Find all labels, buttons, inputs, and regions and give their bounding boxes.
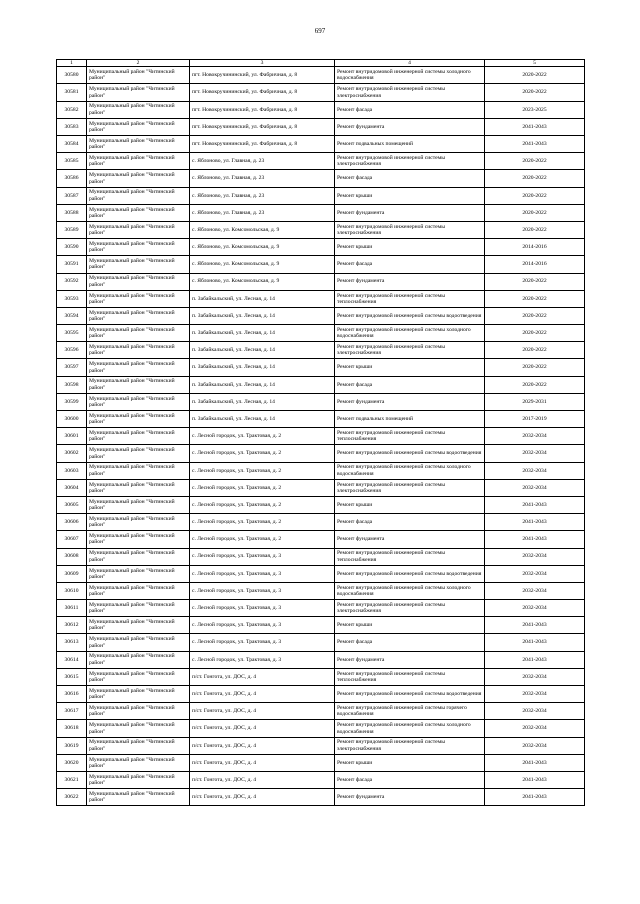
row-number-cell: 30600: [57, 411, 87, 428]
district-cell: Муниципальный район "Читинский район": [87, 479, 190, 496]
row-number-cell: 30589: [57, 221, 87, 238]
work-type-cell: Ремонт фундамента: [335, 273, 485, 290]
district-cell: Муниципальный район "Читинский район": [87, 686, 190, 703]
work-type-cell: Ремонт внутридомовой инженерной системы теплоснабжения: [335, 668, 485, 685]
address-cell: с. Яблоново, ул. Комсомольская, д. 9: [190, 273, 335, 290]
district-cell: Муниципальный район "Читинский район": [87, 651, 190, 668]
district-cell: Муниципальный район "Читинский район": [87, 754, 190, 771]
work-type-cell: Ремонт фасада: [335, 514, 485, 531]
address-cell: п. Забайкальский, ул. Лесная, д. 14: [190, 342, 335, 359]
district-cell: Муниципальный район "Читинский район": [87, 153, 190, 170]
address-cell: с. Яблоново, ул. Главная, д. 23: [190, 170, 335, 187]
district-cell: Муниципальный район "Читинский район": [87, 548, 190, 565]
row-number-cell: 30620: [57, 754, 87, 771]
address-cell: п/ст. Гонгота, ул. ДОС, д. 4: [190, 771, 335, 788]
address-cell: с. Лесной городок, ул. Трактовая, д. 2: [190, 428, 335, 445]
address-cell: пгт. Новокручининский, ул. Фабричная, д. 8: [190, 84, 335, 101]
table-row: [57, 325, 585, 342]
district-cell: Муниципальный район "Читинский район": [87, 221, 190, 238]
address-cell: п. Забайкальский, ул. Лесная, д. 14: [190, 393, 335, 410]
row-number-cell: 30601: [57, 428, 87, 445]
address-cell: с. Лесной городок, ул. Трактовая, д. 3: [190, 634, 335, 651]
table-row: [57, 651, 585, 668]
row-number-cell: 30596: [57, 342, 87, 359]
table-row: [57, 445, 585, 462]
table-row: [57, 462, 585, 479]
table-row: [57, 703, 585, 720]
period-cell: 2032-2034: [485, 479, 585, 496]
district-cell: Муниципальный район "Читинский район": [87, 239, 190, 256]
row-number-cell: 30581: [57, 84, 87, 101]
address-cell: с. Лесной городок, ул. Трактовая, д. 2: [190, 514, 335, 531]
row-number-cell: 30587: [57, 187, 87, 204]
table-row: [57, 221, 585, 238]
district-cell: Муниципальный район "Читинский район": [87, 273, 190, 290]
district-cell: Муниципальный район "Читинский район": [87, 496, 190, 513]
table-row: [57, 101, 585, 118]
district-cell: Муниципальный район "Читинский район": [87, 307, 190, 324]
period-cell: 2014-2016: [485, 256, 585, 273]
table-row: [57, 789, 585, 806]
district-cell: Муниципальный район "Читинский район": [87, 617, 190, 634]
work-type-cell: Ремонт внутридомовой инженерной системы электроснабжения: [335, 221, 485, 238]
period-cell: 2032-2034: [485, 548, 585, 565]
address-cell: с. Яблоново, ул. Главная, д. 23: [190, 153, 335, 170]
row-number-cell: 30580: [57, 67, 87, 84]
row-number-cell: 30622: [57, 789, 87, 806]
table-row: [57, 617, 585, 634]
work-type-cell: Ремонт внутридомовой инженерной системы теплоснабжения: [335, 428, 485, 445]
table-row: [57, 170, 585, 187]
work-type-cell: Ремонт подвальных помещений: [335, 411, 485, 428]
work-type-cell: Ремонт подвальных помещений: [335, 136, 485, 153]
work-type-cell: Ремонт внутридомовой инженерной системы теплоснабжения: [335, 290, 485, 307]
period-cell: 2023-2025: [485, 101, 585, 118]
address-cell: с. Лесной городок, ул. Трактовая, д. 2: [190, 496, 335, 513]
address-cell: п/ст. Гонгота, ул. ДОС, д. 4: [190, 789, 335, 806]
period-cell: 2017-2019: [485, 411, 585, 428]
work-type-cell: Ремонт фундамента: [335, 651, 485, 668]
work-type-cell: Ремонт внутридомовой инженерной системы электроснабжения: [335, 153, 485, 170]
district-cell: Муниципальный район "Читинский район": [87, 84, 190, 101]
work-type-cell: Ремонт внутридомовой инженерной системы электроснабжения: [335, 479, 485, 496]
work-type-cell: Ремонт внутридомовой инженерной системы холодного водоснабжения: [335, 720, 485, 737]
work-type-cell: Ремонт внутридомовой инженерной системы водоотведения: [335, 686, 485, 703]
district-cell: Муниципальный район "Читинский район": [87, 136, 190, 153]
period-cell: 2032-2034: [485, 428, 585, 445]
district-cell: Муниципальный район "Читинский район": [87, 118, 190, 135]
district-cell: Муниципальный район "Читинский район": [87, 668, 190, 685]
work-type-cell: Ремонт фасада: [335, 376, 485, 393]
table-row: [57, 479, 585, 496]
row-number-cell: 30604: [57, 479, 87, 496]
district-cell: Муниципальный район "Читинский район": [87, 359, 190, 376]
period-cell: 2032-2034: [485, 703, 585, 720]
address-cell: п/ст. Гонгота, ул. ДОС, д. 4: [190, 686, 335, 703]
table-row: [57, 136, 585, 153]
work-type-cell: Ремонт крыши: [335, 239, 485, 256]
row-number-cell: 30584: [57, 136, 87, 153]
work-type-cell: Ремонт внутридомовой инженерной системы теплоснабжения: [335, 548, 485, 565]
work-type-cell: Ремонт фундамента: [335, 393, 485, 410]
work-type-cell: Ремонт фундамента: [335, 789, 485, 806]
address-cell: п. Забайкальский, ул. Лесная, д. 14: [190, 290, 335, 307]
work-type-cell: Ремонт крыши: [335, 359, 485, 376]
table-row: [57, 600, 585, 617]
table-row: [57, 290, 585, 307]
district-cell: Муниципальный район "Читинский район": [87, 256, 190, 273]
row-number-cell: 30591: [57, 256, 87, 273]
row-number-cell: 30612: [57, 617, 87, 634]
work-type-cell: Ремонт фасада: [335, 256, 485, 273]
repair-schedule-table: [56, 59, 585, 806]
column-number-4: 4: [335, 60, 485, 67]
address-cell: п. Забайкальский, ул. Лесная, д. 14: [190, 376, 335, 393]
address-cell: с. Яблоново, ул. Главная, д. 23: [190, 187, 335, 204]
address-cell: п/ст. Гонгота, ул. ДОС, д. 4: [190, 668, 335, 685]
period-cell: 2041-2043: [485, 496, 585, 513]
address-cell: с. Яблоново, ул. Комсомольская, д. 9: [190, 221, 335, 238]
work-type-cell: Ремонт фасада: [335, 634, 485, 651]
district-cell: Муниципальный район "Читинский район": [87, 325, 190, 342]
district-cell: Муниципальный район "Читинский район": [87, 531, 190, 548]
period-cell: 2020-2022: [485, 187, 585, 204]
table-row: [57, 737, 585, 754]
period-cell: 2020-2022: [485, 273, 585, 290]
period-cell: 2020-2022: [485, 221, 585, 238]
work-type-cell: Ремонт фундамента: [335, 531, 485, 548]
period-cell: 2032-2034: [485, 565, 585, 582]
address-cell: с. Лесной городок, ул. Трактовая, д. 3: [190, 617, 335, 634]
period-cell: 2020-2022: [485, 290, 585, 307]
table-row: [57, 771, 585, 788]
address-cell: п. Забайкальский, ул. Лесная, д. 14: [190, 359, 335, 376]
address-cell: с. Яблоново, ул. Комсомольская, д. 9: [190, 239, 335, 256]
row-number-cell: 30603: [57, 462, 87, 479]
district-cell: Муниципальный район "Читинский район": [87, 582, 190, 599]
table-body: [57, 60, 585, 806]
work-type-cell: Ремонт внутридомовой инженерной системы электроснабжения: [335, 600, 485, 617]
table-row: [57, 634, 585, 651]
district-cell: Муниципальный район "Читинский район": [87, 393, 190, 410]
period-cell: 2029-2031: [485, 393, 585, 410]
row-number-cell: 30615: [57, 668, 87, 685]
address-cell: п. Забайкальский, ул. Лесная, д. 14: [190, 307, 335, 324]
work-type-cell: Ремонт внутридомовой инженерной системы водоотведения: [335, 307, 485, 324]
period-cell: 2041-2043: [485, 617, 585, 634]
table-row: [57, 376, 585, 393]
period-cell: 2041-2043: [485, 651, 585, 668]
period-cell: 2041-2043: [485, 771, 585, 788]
period-cell: 2020-2022: [485, 67, 585, 84]
period-cell: 2020-2022: [485, 153, 585, 170]
table-row: [57, 359, 585, 376]
row-number-cell: 30585: [57, 153, 87, 170]
row-number-cell: 30588: [57, 204, 87, 221]
district-cell: Муниципальный район "Читинский район": [87, 737, 190, 754]
district-cell: Муниципальный район "Читинский район": [87, 565, 190, 582]
row-number-cell: 30583: [57, 118, 87, 135]
address-cell: п/ст. Гонгота, ул. ДОС, д. 4: [190, 754, 335, 771]
table-row: [57, 668, 585, 685]
row-number-cell: 30607: [57, 531, 87, 548]
column-number-1: 1: [57, 60, 87, 67]
table-row: [57, 67, 585, 84]
column-number-row: [57, 60, 585, 67]
address-cell: п. Забайкальский, ул. Лесная, д. 14: [190, 411, 335, 428]
work-type-cell: Ремонт внутридомовой инженерной системы электроснабжения: [335, 737, 485, 754]
district-cell: Муниципальный район "Читинский район": [87, 411, 190, 428]
row-number-cell: 30616: [57, 686, 87, 703]
address-cell: пгт. Новокручининский, ул. Фабричная, д. 8: [190, 67, 335, 84]
table-row: [57, 428, 585, 445]
table-row: [57, 754, 585, 771]
period-cell: 2032-2034: [485, 462, 585, 479]
district-cell: Муниципальный район "Читинский район": [87, 462, 190, 479]
row-number-cell: 30595: [57, 325, 87, 342]
address-cell: пгт. Новокручининский, ул. Фабричная, д. 8: [190, 101, 335, 118]
period-cell: 2041-2043: [485, 789, 585, 806]
row-number-cell: 30582: [57, 101, 87, 118]
work-type-cell: Ремонт крыши: [335, 187, 485, 204]
row-number-cell: 30609: [57, 565, 87, 582]
table-row: [57, 256, 585, 273]
table-row: [57, 686, 585, 703]
table-row: [57, 720, 585, 737]
address-cell: пгт. Новокручининский, ул. Фабричная, д. 8: [190, 136, 335, 153]
column-number-5: 5: [485, 60, 585, 67]
district-cell: Муниципальный район "Читинский район": [87, 600, 190, 617]
period-cell: 2020-2022: [485, 376, 585, 393]
period-cell: 2032-2034: [485, 668, 585, 685]
district-cell: Муниципальный район "Читинский район": [87, 170, 190, 187]
row-number-cell: 30619: [57, 737, 87, 754]
table-row: [57, 531, 585, 548]
table-row: [57, 84, 585, 101]
column-number-2: 2: [87, 60, 190, 67]
address-cell: п/ст. Гонгота, ул. ДОС, д. 4: [190, 703, 335, 720]
work-type-cell: Ремонт внутридомовой инженерной системы водоотведения: [335, 565, 485, 582]
address-cell: п/ст. Гонгота, ул. ДОС, д. 4: [190, 737, 335, 754]
row-number-cell: 30597: [57, 359, 87, 376]
table-row: [57, 548, 585, 565]
work-type-cell: Ремонт внутридомовой инженерной системы водоотведения: [335, 445, 485, 462]
address-cell: с. Лесной городок, ул. Трактовая, д. 3: [190, 548, 335, 565]
table-row: [57, 187, 585, 204]
period-cell: 2020-2022: [485, 359, 585, 376]
address-cell: с. Яблоново, ул. Главная, д. 23: [190, 204, 335, 221]
table-row: [57, 118, 585, 135]
period-cell: 2032-2034: [485, 600, 585, 617]
period-cell: 2014-2016: [485, 239, 585, 256]
row-number-cell: 30618: [57, 720, 87, 737]
address-cell: с. Лесной городок, ул. Трактовая, д. 2: [190, 479, 335, 496]
work-type-cell: Ремонт внутридомовой инженерной системы электроснабжения: [335, 84, 485, 101]
address-cell: с. Лесной городок, ул. Трактовая, д. 2: [190, 531, 335, 548]
period-cell: 2020-2022: [485, 170, 585, 187]
table-row: [57, 273, 585, 290]
district-cell: Муниципальный район "Читинский район": [87, 720, 190, 737]
period-cell: 2032-2034: [485, 582, 585, 599]
row-number-cell: 30593: [57, 290, 87, 307]
work-type-cell: Ремонт внутридомовой инженерной системы холодного водоснабжения: [335, 67, 485, 84]
table-row: [57, 204, 585, 221]
table-row: [57, 307, 585, 324]
period-cell: 2041-2043: [485, 634, 585, 651]
row-number-cell: 30594: [57, 307, 87, 324]
work-type-cell: Ремонт внутридомовой инженерной системы электроснабжения: [335, 342, 485, 359]
work-type-cell: Ремонт фундамента: [335, 204, 485, 221]
district-cell: Муниципальный район "Читинский район": [87, 101, 190, 118]
work-type-cell: Ремонт фундамента: [335, 118, 485, 135]
work-type-cell: Ремонт фасада: [335, 101, 485, 118]
row-number-cell: 30621: [57, 771, 87, 788]
table-row: [57, 153, 585, 170]
table-row: [57, 565, 585, 582]
row-number-cell: 30605: [57, 496, 87, 513]
period-cell: 2041-2043: [485, 531, 585, 548]
column-number-3: 3: [190, 60, 335, 67]
address-cell: с. Лесной городок, ул. Трактовая, д. 2: [190, 445, 335, 462]
address-cell: с. Лесной городок, ул. Трактовая, д. 2: [190, 462, 335, 479]
table-row: [57, 496, 585, 513]
period-cell: 2020-2022: [485, 307, 585, 324]
district-cell: Муниципальный район "Читинский район": [87, 67, 190, 84]
row-number-cell: 30602: [57, 445, 87, 462]
row-number-cell: 30617: [57, 703, 87, 720]
district-cell: Муниципальный район "Читинский район": [87, 789, 190, 806]
district-cell: Муниципальный район "Читинский район": [87, 187, 190, 204]
work-type-cell: Ремонт внутридомовой инженерной системы холодного водоснабжения: [335, 325, 485, 342]
work-type-cell: Ремонт внутридомовой инженерной системы холодного водоснабжения: [335, 462, 485, 479]
row-number-cell: 30592: [57, 273, 87, 290]
work-type-cell: Ремонт внутридомовой инженерной системы горячего водоснабжения: [335, 703, 485, 720]
address-cell: с. Лесной городок, ул. Трактовая, д. 3: [190, 582, 335, 599]
work-type-cell: Ремонт фасада: [335, 771, 485, 788]
district-cell: Муниципальный район "Читинский район": [87, 290, 190, 307]
address-cell: п. Забайкальский, ул. Лесная, д. 14: [190, 325, 335, 342]
table-row: [57, 393, 585, 410]
period-cell: 2032-2034: [485, 686, 585, 703]
address-cell: с. Яблоново, ул. Комсомольская, д. 9: [190, 256, 335, 273]
district-cell: Муниципальный район "Читинский район": [87, 634, 190, 651]
row-number-cell: 30586: [57, 170, 87, 187]
period-cell: 2032-2034: [485, 720, 585, 737]
work-type-cell: Ремонт внутридомовой инженерной системы холодного водоснабжения: [335, 582, 485, 599]
district-cell: Муниципальный район "Читинский район": [87, 771, 190, 788]
period-cell: 2032-2034: [485, 737, 585, 754]
table-row: [57, 514, 585, 531]
table-row: [57, 582, 585, 599]
work-type-cell: Ремонт крыши: [335, 617, 485, 634]
period-cell: 2020-2022: [485, 325, 585, 342]
period-cell: 2020-2022: [485, 342, 585, 359]
page-number: 697: [314, 27, 326, 35]
row-number-cell: 30598: [57, 376, 87, 393]
district-cell: Муниципальный район "Читинский район": [87, 703, 190, 720]
work-type-cell: Ремонт крыши: [335, 496, 485, 513]
district-cell: Муниципальный район "Читинский район": [87, 445, 190, 462]
address-cell: с. Лесной городок, ул. Трактовая, д. 3: [190, 565, 335, 582]
address-cell: п/ст. Гонгота, ул. ДОС, д. 4: [190, 720, 335, 737]
district-cell: Муниципальный район "Читинский район": [87, 428, 190, 445]
row-number-cell: 30610: [57, 582, 87, 599]
address-cell: пгт. Новокручининский, ул. Фабричная, д. 8: [190, 118, 335, 135]
table-row: [57, 239, 585, 256]
work-type-cell: Ремонт фасада: [335, 170, 485, 187]
row-number-cell: 30611: [57, 600, 87, 617]
district-cell: Муниципальный район "Читинский район": [87, 342, 190, 359]
period-cell: 2020-2022: [485, 84, 585, 101]
district-cell: Муниципальный район "Читинский район": [87, 514, 190, 531]
address-cell: с. Лесной городок, ул. Трактовая, д. 3: [190, 651, 335, 668]
address-cell: с. Лесной городок, ул. Трактовая, д. 3: [190, 600, 335, 617]
row-number-cell: 30606: [57, 514, 87, 531]
row-number-cell: 30614: [57, 651, 87, 668]
work-type-cell: Ремонт крыши: [335, 754, 485, 771]
period-cell: 2032-2034: [485, 445, 585, 462]
district-cell: Муниципальный район "Читинский район": [87, 376, 190, 393]
table-row: [57, 411, 585, 428]
period-cell: 2041-2043: [485, 754, 585, 771]
row-number-cell: 30590: [57, 239, 87, 256]
period-cell: 2041-2043: [485, 118, 585, 135]
row-number-cell: 30608: [57, 548, 87, 565]
period-cell: 2020-2022: [485, 204, 585, 221]
table-row: [57, 342, 585, 359]
period-cell: 2041-2043: [485, 514, 585, 531]
row-number-cell: 30613: [57, 634, 87, 651]
row-number-cell: 30599: [57, 393, 87, 410]
period-cell: 2041-2043: [485, 136, 585, 153]
district-cell: Муниципальный район "Читинский район": [87, 204, 190, 221]
